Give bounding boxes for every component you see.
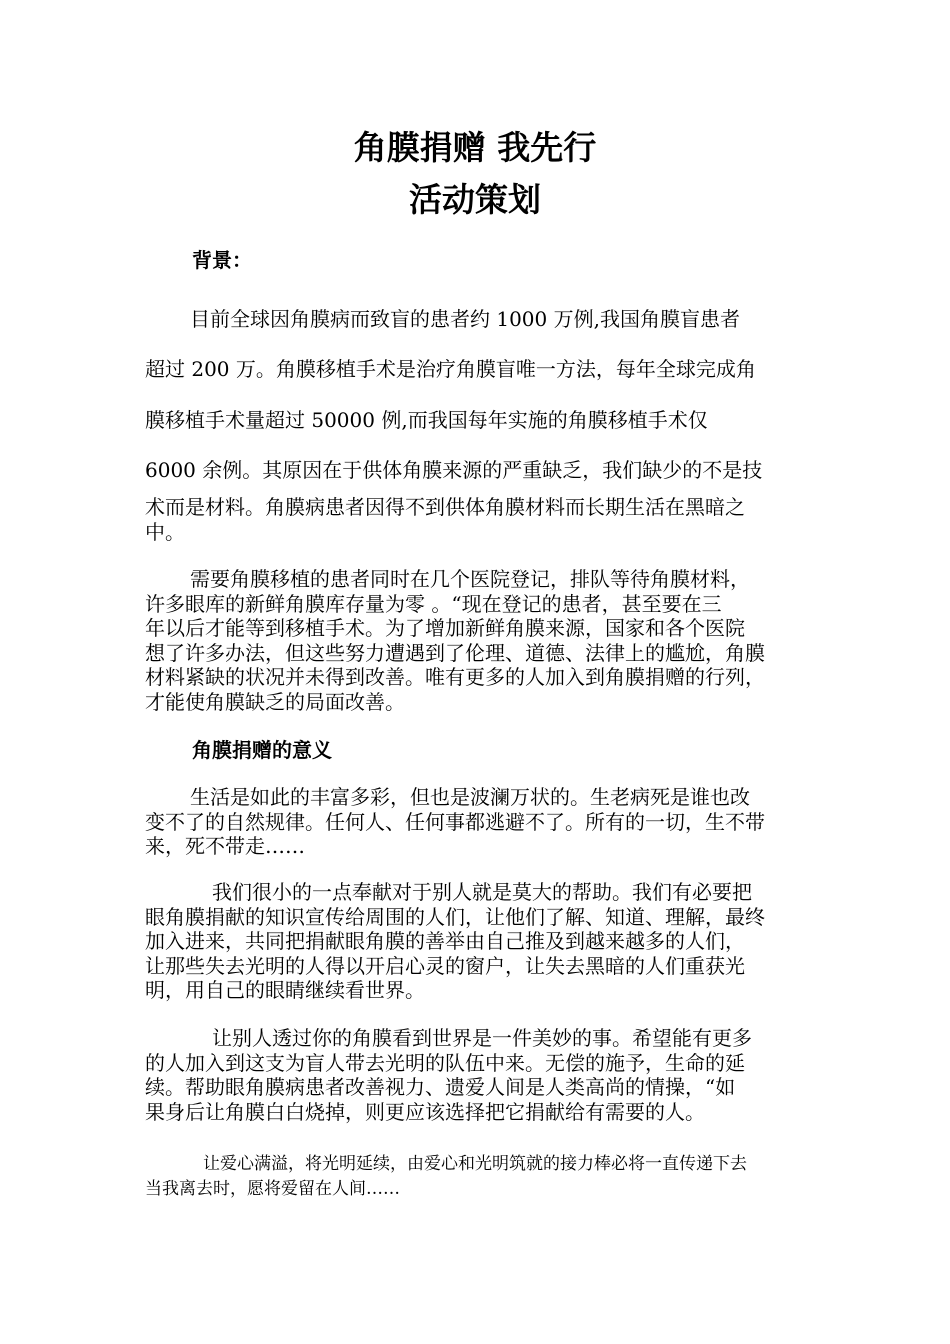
background-paragraph-2	[145, 567, 810, 714]
paragraph-line: 来，死不带走……	[145, 834, 305, 858]
paragraph-line: 眼角膜捐献的知识宣传给周围的人们，让他们了解、知道、理解，最终	[145, 904, 765, 929]
meaning-paragraph-2	[145, 880, 810, 1003]
paragraph-line: 年以后才能等到移植手术。为了增加新鲜角膜来源，国家和各个医院	[145, 616, 745, 640]
paragraph-line: 让爱心满溢，将光明延续，由爱心和光明筑就的接力棒必将一直传递下去	[203, 1154, 747, 1174]
paragraph-line: 续。帮助眼角膜病患者改善视力、遗爱人间是人类高尚的情操，“如	[145, 1075, 736, 1099]
paragraph-line: 果身后让角膜白白烧掉，则更应该选择把它捐献给有需要的人。	[145, 1099, 705, 1124]
paragraph-line: 想了许多办法，但这些努力遭遇到了伦理、道德、法律上的尴尬，角膜	[145, 640, 765, 665]
section-heading-background: 背景：	[192, 248, 252, 272]
paragraph-line: 超过 200 万。角膜移植手术是治疗角膜盲唯一方法，每年全球完成角	[145, 357, 756, 381]
meaning-paragraph-1	[145, 785, 810, 859]
paragraph-line: 的人加入到这支为盲人带去光明的队伍中来。无偿的施予，生命的延	[145, 1050, 745, 1075]
paragraph-line: 许多眼库的新鲜角膜库存量为零 。“现在登记的患者，甚至要在三	[145, 591, 722, 616]
paragraph-line: 才能使角膜缺乏的局面改善。	[145, 689, 405, 714]
paragraph-line: 当我离去时，愿将爱留在人间……	[145, 1179, 400, 1199]
paragraph-line: 目前全球因角膜病而致盲的患者约 1000 万例,我国角膜盲患者	[190, 307, 740, 331]
document-subtitle: 活动策划	[409, 180, 541, 219]
paragraph-line: 让那些失去光明的人得以开启心灵的窗户，让失去黑暗的人们重获光	[145, 953, 745, 978]
paragraph-line: 变不了的自然规律。任何人、任何事都逃避不了。所有的一切，生不带	[145, 809, 765, 834]
paragraph-line: 我们很小的一点奉献对于别人就是莫大的帮助。我们有必要把	[212, 880, 752, 904]
section-heading-meaning: 角膜捐赠的意义	[192, 738, 332, 762]
paragraph-line: 膜移植手术量超过 50000 例,而我国每年实施的角膜移植手术仅	[145, 408, 708, 432]
paragraph-line: 术而是材料。角膜病患者因得不到供体角膜材料而长期生活在黑暗之	[145, 495, 745, 519]
paragraph-line: 需要角膜移植的患者同时在几个医院登记，排队等待角膜材料，	[190, 567, 750, 591]
paragraph-line: 生活是如此的丰富多彩，但也是波澜万状的。生老病死是谁也改	[190, 785, 750, 809]
document-title: 角膜捐赠 我先行	[353, 128, 597, 167]
paragraph-line: 加入进来，共同把捐献眼角膜的善举由自己推及到越来越多的人们，	[145, 929, 745, 953]
meaning-paragraph-3	[145, 1026, 810, 1124]
paragraph-line: 材料紧缺的状况并未得到改善。唯有更多的人加入到角膜捐赠的行列，	[145, 665, 765, 689]
paragraph-line: 中。	[145, 520, 185, 544]
closing-paragraph	[145, 1152, 810, 1202]
paragraph-line: 明，用自己的眼睛继续看世界。	[145, 978, 425, 1002]
paragraph-line: 让别人透过你的角膜看到世界是一件美妙的事。希望能有更多	[212, 1026, 752, 1050]
paragraph-line: 6000 余例。其原因在于供体角膜来源的严重缺乏，我们缺少的不是技	[145, 458, 763, 482]
